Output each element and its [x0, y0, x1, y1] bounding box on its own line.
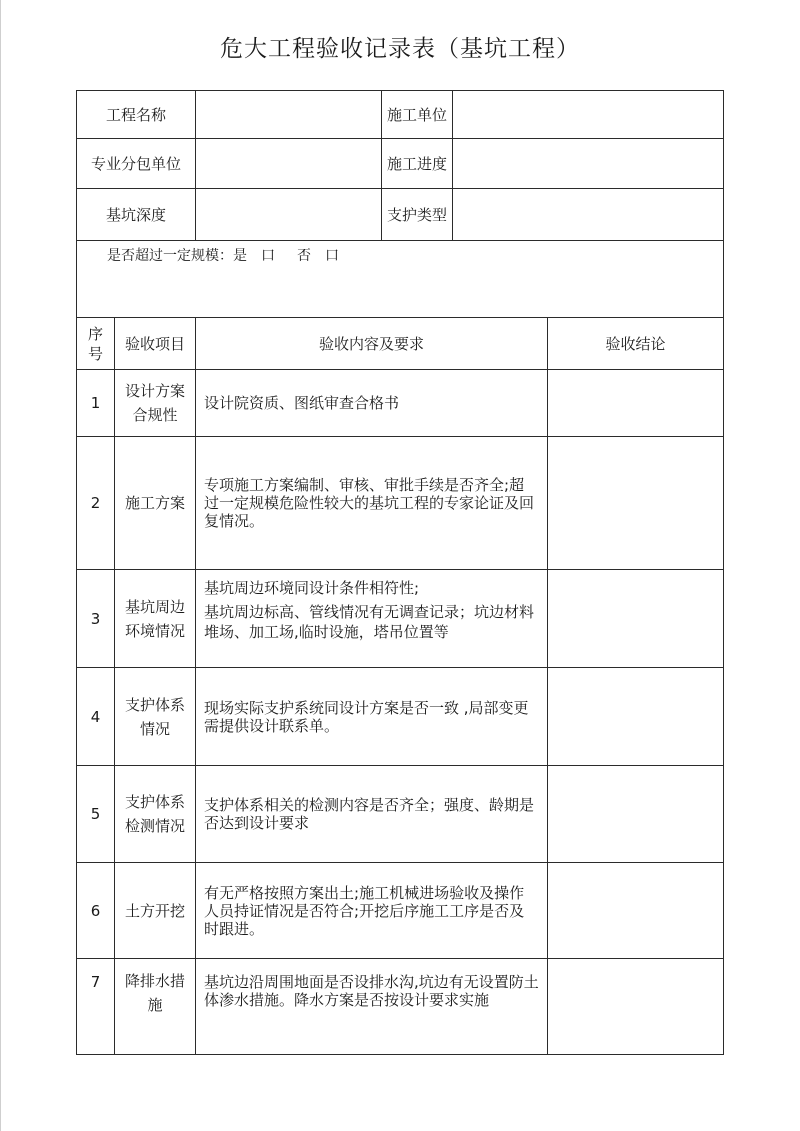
row-project-name	[77, 91, 724, 139]
row-result-cell[interactable]	[548, 766, 724, 863]
row-item-line2: 情况	[140, 719, 171, 738]
table-row	[77, 959, 724, 1055]
scale-no-label: 否	[297, 248, 311, 264]
row-pit-depth	[77, 189, 724, 241]
row-content	[196, 766, 548, 863]
row-item	[115, 863, 196, 959]
row-content	[196, 863, 548, 959]
document-title: 危大工程验收记录表（基坑工程）	[220, 36, 580, 62]
row-item	[115, 766, 196, 863]
row-number: 3	[77, 570, 115, 668]
row-content-text: 支护体系相关的检测内容是否齐全；强度、龄期是否达到设计要求	[204, 796, 535, 832]
row-number: 2	[77, 437, 115, 570]
scale-question-cell	[77, 241, 724, 318]
scale-question-label: 是否超过一定规模：	[107, 248, 233, 264]
project-name-label: 工程名称	[77, 91, 196, 139]
row-content-text: 现场实际支护系统同设计方案是否一致 ,局部变更需提供设计联系单。	[204, 698, 529, 735]
row-result-cell[interactable]	[548, 863, 724, 959]
row-result-cell[interactable]	[548, 370, 724, 437]
project-name-value[interactable]	[196, 91, 382, 139]
row-item-line1: 设计方案	[125, 382, 186, 400]
row-item	[115, 437, 196, 570]
row-content-text: 设计院资质、图纸审查合格书	[204, 394, 400, 412]
table-row	[77, 570, 724, 668]
pit-depth-value[interactable]	[196, 189, 382, 241]
row-item	[115, 959, 196, 1055]
scale-yes-checkbox[interactable]: 口	[261, 248, 275, 264]
row-item-line2: 检测情况	[125, 817, 186, 835]
row-number: 5	[77, 766, 115, 863]
scale-yes-label: 是	[233, 248, 247, 264]
row-item-line2: 施	[147, 996, 163, 1014]
subcontract-unit-label: 专业分包单位	[77, 139, 196, 189]
construction-unit-label: 施工单位	[382, 91, 453, 139]
header-seq	[77, 318, 115, 370]
table-row	[77, 437, 724, 570]
row-item	[115, 570, 196, 668]
header-item: 验收项目	[115, 318, 196, 370]
scale-no-checkbox[interactable]: 口	[325, 248, 339, 264]
row-content-text: 专项施工方案编制、审核、审批手续是否齐全;超过一定规模危险性较大的基坑工程的专家论证及回复情况。	[204, 476, 535, 530]
row-content	[196, 668, 548, 766]
row-content-text: 有无严格按照方案出土;施工机械进场验收及操作人员持证情况是否符合;开挖后序施工工序是否及时跟进。	[204, 883, 525, 938]
row-number: 6	[77, 863, 115, 959]
support-type-value[interactable]	[453, 189, 724, 241]
support-type-label: 支护类型	[382, 189, 453, 241]
row-item-line1: 土方开挖	[125, 901, 186, 920]
row-result-cell[interactable]	[548, 437, 724, 570]
header-result: 验收结论	[548, 318, 724, 370]
subcontract-unit-value[interactable]	[196, 139, 382, 189]
table-row	[77, 766, 724, 863]
header-content: 验收内容及要求	[196, 318, 548, 370]
row-content-text: 基坑周边环境同设计条件相符性;	[204, 579, 420, 597]
construction-unit-value[interactable]	[453, 91, 724, 139]
page-left-edge	[0, 0, 1, 1131]
header-seq-line2: 号	[87, 344, 103, 363]
row-item	[115, 668, 196, 766]
table-row	[77, 863, 724, 959]
row-content	[196, 959, 548, 1055]
row-content	[196, 437, 548, 570]
row-item	[115, 370, 196, 437]
row-subcontract	[77, 139, 724, 189]
table-row	[77, 370, 724, 437]
row-content	[196, 370, 548, 437]
row-content	[196, 570, 548, 668]
table-row	[77, 668, 724, 766]
row-content-text-2: 基坑周边标高、管线情况有无调查记录；坑边材料堆场、加工场,临时设施，塔吊位置等	[204, 603, 535, 641]
row-result-cell[interactable]	[548, 959, 724, 1055]
row-result-cell[interactable]	[548, 570, 724, 668]
row-content-text: 基坑边沿周围地面是否设排水沟,坑边有无设置防土体渗水措施。降水方案是否按设计要求实施	[204, 973, 539, 1009]
row-item-line2: 合规性	[132, 406, 178, 424]
row-number: 7	[77, 959, 115, 1055]
inspection-form-table	[76, 90, 724, 1055]
row-item-line2: 环境情况	[125, 621, 186, 640]
row-item-line1: 支护体系	[125, 793, 186, 811]
header-seq-line1: 序	[87, 324, 103, 343]
row-number: 1	[77, 370, 115, 437]
progress-label: 施工进度	[382, 139, 453, 189]
pit-depth-label: 基坑深度	[77, 189, 196, 241]
row-item-line1: 施工方案	[125, 494, 186, 512]
progress-value[interactable]	[453, 139, 724, 189]
row-scale-question	[77, 241, 724, 318]
table-header-row	[77, 318, 724, 370]
row-result-cell[interactable]	[548, 668, 724, 766]
row-item-line1: 降排水措	[125, 972, 186, 990]
row-number: 4	[77, 668, 115, 766]
row-item-line1: 基坑周边	[125, 597, 186, 616]
row-item-line1: 支护体系	[125, 695, 186, 714]
